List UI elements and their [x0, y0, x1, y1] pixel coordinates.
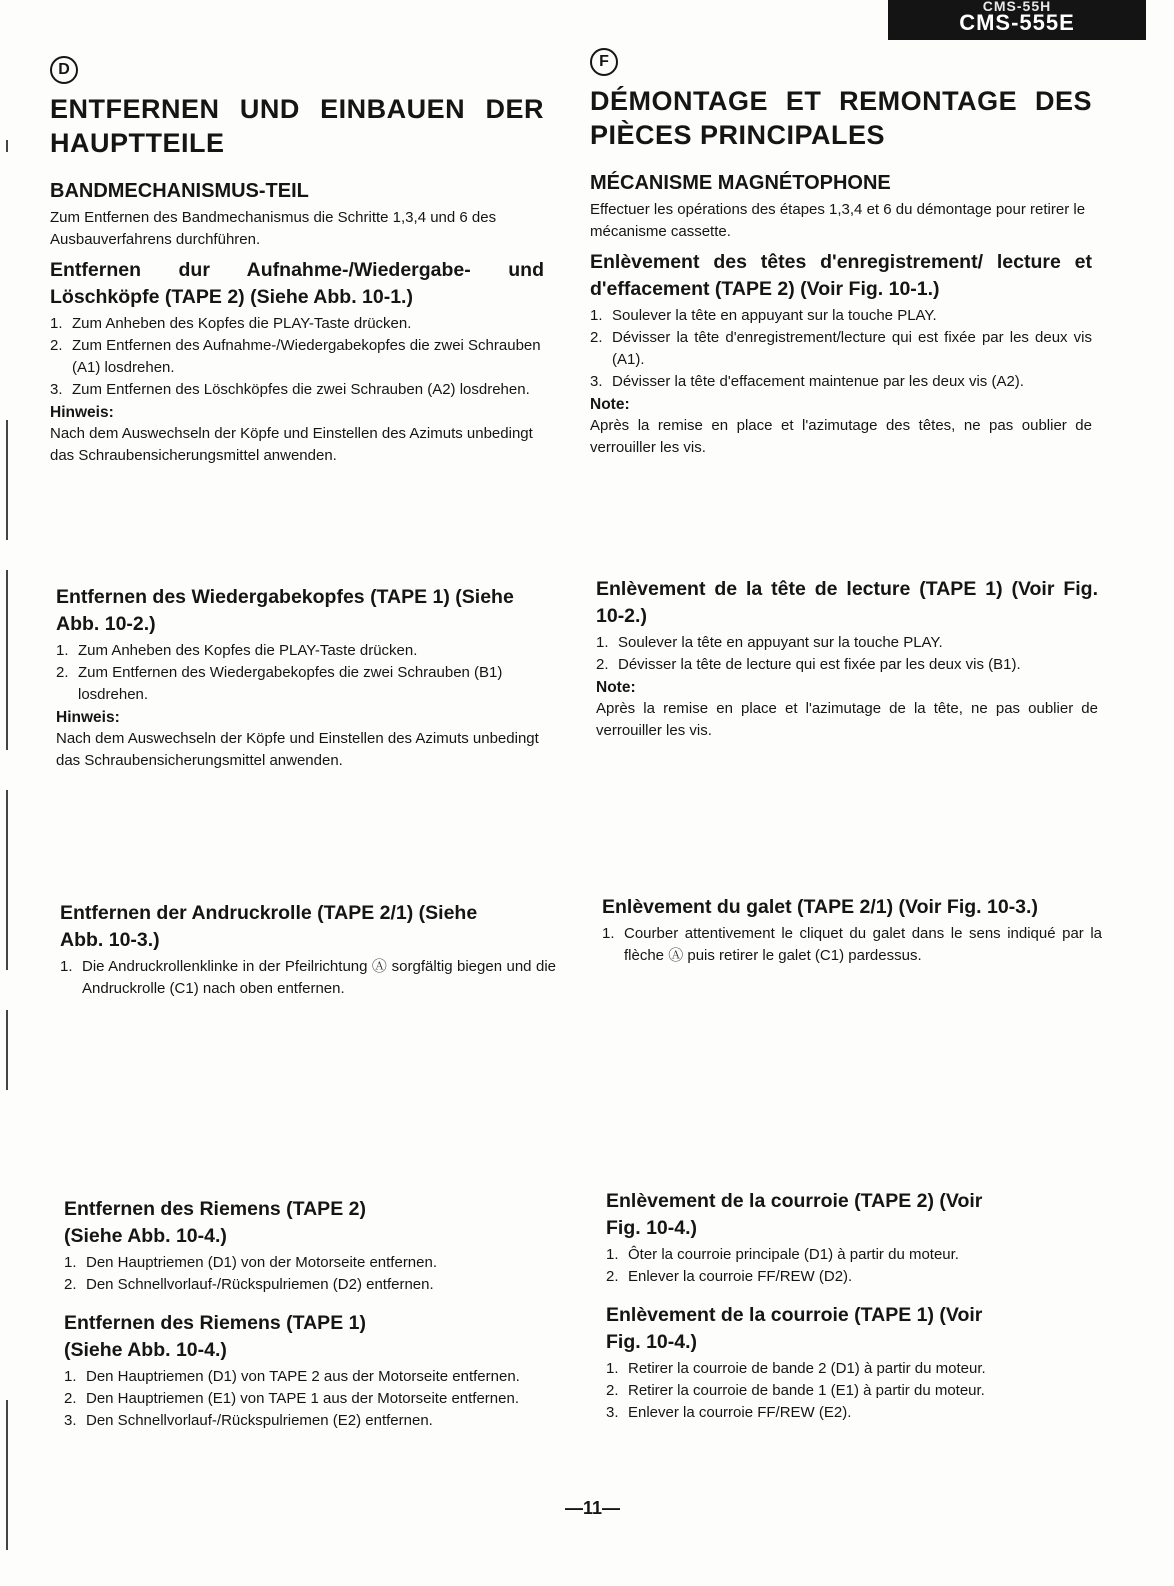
subsection-heading: Entfernen der Andruckrolle (TAPE 2/1) (Siehe Abb. 10-3.) — [60, 902, 478, 951]
list-item: 1. Zum Anheben des Kopfes die PLAY-Taste drücken. — [56, 642, 418, 659]
step-list — [50, 313, 544, 401]
section-heading-fr: MÉCANISME MAGNÉTOPHONE — [590, 172, 891, 194]
list-item: 3. Zum Entfernen des Löschköpfes die zwei Schrauben (A2) losdrehen. — [50, 381, 530, 398]
margin-mark — [6, 570, 8, 750]
subsection-heading: Enlèvement du galet (TAPE 2/1) (Voir Fig. 10-3.) — [602, 896, 1038, 918]
subsection-heading: Enlèvement de la courroie (TAPE 2) (Voir Fig. 10-4.) — [606, 1190, 983, 1239]
list-item: 1. Ôter la courroie principale (D1) à partir du moteur. — [606, 1246, 959, 1263]
german-column-top — [50, 56, 544, 467]
list-item: 3. Enlever la courroie FF/REW (E2). — [606, 1404, 852, 1421]
page-title-fr: DÉMONTAGE ET REMONTAGE DES PIÈCES PRINCIPALES — [590, 86, 1092, 150]
step-list — [606, 1358, 1086, 1424]
intro-text-de: Zum Entfernen des Bandmechanismus die Schritte 1,3,4 und 6 des Ausbauverfahrens durchführen. — [50, 209, 497, 248]
note-text: Nach dem Auswechseln der Köpfe und Einstellen des Azimuts unbedingt das Schraubensicherungsmittel anwenden. — [50, 425, 533, 464]
step-list — [602, 923, 1102, 967]
list-item: 2. Den Schnellvorlauf-/Rückspulriemen (D2) entfernen. — [64, 1276, 434, 1293]
subsection-heading: Entfernen dur Aufnahme-/Wiedergabe- und Löschköpfe (TAPE 2) (Siehe Abb. 10-1.) — [50, 259, 544, 308]
model-badge — [888, 0, 1146, 40]
french-section-pinch-roller — [602, 894, 1102, 967]
german-section-pinch-roller — [60, 900, 556, 1000]
german-section-belts — [64, 1196, 562, 1432]
french-section-belts — [606, 1188, 1086, 1424]
language-marker-fr: F — [590, 48, 618, 76]
list-item: 2. Dévisser la tête de lecture qui est fixée par les deux vis (B1). — [596, 656, 1021, 673]
subsection-heading: Entfernen des Riemens (TAPE 2) (Siehe Abb. 10-4.) — [64, 1198, 366, 1247]
list-item: 2. Enlever la courroie FF/REW (D2). — [606, 1268, 853, 1285]
step-list — [56, 640, 552, 706]
note-label: Note: — [596, 679, 636, 696]
list-item: 1. Retirer la courroie de bande 2 (D1) à partir du moteur. — [606, 1360, 986, 1377]
french-section-tape1-head — [596, 576, 1098, 742]
subsection-heading: Entfernen des Riemens (TAPE 1) (Siehe Abb. 10-4.) — [64, 1312, 366, 1361]
page-number: —11— — [565, 1498, 621, 1518]
list-item: 2. Zum Entfernen des Aufnahme-/Wiedergabekopfes die zwei Schrauben (A1) losdrehen. — [50, 337, 541, 376]
subsection-heading: Enlèvement des têtes d'enregistrement/ lecture et d'effacement (TAPE 2) (Voir Fig. 10-1.) — [590, 251, 1092, 300]
margin-mark — [6, 1400, 8, 1550]
note-text: Après la remise en place et l'azimutage de la tête, ne pas oublier de verrouiller les vis. — [596, 700, 1098, 739]
intro-text-fr: Effectuer les opérations des étapes 1,3,4 et 6 du démontage pour retirer le mécanisme cassette. — [590, 201, 1086, 240]
section-heading-de: BANDMECHANISMUS-TEIL — [50, 180, 309, 202]
margin-mark — [6, 790, 8, 970]
language-marker-de: D — [50, 56, 78, 84]
subsection-heading: Enlèvement de la tête de lecture (TAPE 1) (Voir Fig. 10-2.) — [596, 578, 1098, 627]
note-label: Hinweis: — [50, 404, 114, 421]
list-item: 1. Courber attentivement le cliquet du galet dans le sens indiqué par la flèche Ⓐ puis retirer le galet (C1) pardessus. — [602, 925, 1102, 964]
step-list — [590, 305, 1092, 393]
margin-mark — [6, 140, 8, 152]
list-item: 2. Dévisser la tête d'enregistrement/lecture qui est fixée par les deux vis (A1). — [590, 329, 1092, 368]
note-label: Hinweis: — [56, 709, 120, 726]
step-list — [606, 1244, 1086, 1288]
list-item: 2. Den Hauptriemen (E1) von TAPE 1 aus der Motorseite entfernen. — [64, 1390, 520, 1407]
step-list — [60, 956, 556, 1000]
list-item: 3. Den Schnellvorlauf-/Rückspulriemen (E2) entfernen. — [64, 1412, 433, 1429]
margin-mark — [6, 420, 8, 540]
subsection-heading: Entfernen des Wiedergabekopfes (TAPE 1) (Siehe Abb. 10-2.) — [56, 586, 514, 635]
french-column-top — [590, 48, 1092, 459]
german-section-tape1-head — [56, 584, 552, 772]
list-item: 2. Zum Entfernen des Wiedergabekopfes die zwei Schrauben (B1) losdrehen. — [56, 664, 503, 703]
list-item: 1. Den Hauptriemen (D1) von TAPE 2 aus der Motorseite entfernen. — [64, 1368, 520, 1385]
note-text: Après la remise en place et l'azimutage des têtes, ne pas oublier de verrouiller les vis. — [590, 417, 1092, 456]
list-item: 1. Die Andruckrollenklinke in der Pfeilrichtung Ⓐ sorgfältig biegen und die Andruckrolle (C1) nach oben entfernen. — [60, 958, 556, 997]
model-label: CMS-555E — [959, 10, 1075, 35]
step-list — [596, 632, 1098, 676]
list-item: 1. Zum Anheben des Kopfes die PLAY-Taste drücken. — [50, 315, 412, 332]
page-title-de: ENTFERNEN UND EINBAUEN DER HAUPTTEILE — [50, 94, 544, 158]
step-list — [64, 1366, 562, 1432]
model-top-label: CMS-55H — [982, 0, 1052, 14]
margin-mark — [6, 1010, 8, 1090]
step-list — [64, 1252, 562, 1296]
list-item: 2. Retirer la courroie de bande 1 (E1) à partir du moteur. — [606, 1382, 985, 1399]
list-item: 3. Dévisser la tête d'effacement maintenue par les deux vis (A2). — [590, 373, 1024, 390]
list-item: 1. Soulever la tête en appuyant sur la touche PLAY. — [596, 634, 943, 651]
note-text: Nach dem Auswechseln der Köpfe und Einstellen des Azimuts unbedingt das Schraubensicherungsmittel anwenden. — [56, 730, 539, 769]
list-item: 1. Soulever la tête en appuyant sur la touche PLAY. — [590, 307, 937, 324]
subsection-heading: Enlèvement de la courroie (TAPE 1) (Voir Fig. 10-4.) — [606, 1304, 983, 1353]
note-label: Note: — [590, 396, 630, 413]
list-item: 1. Den Hauptriemen (D1) von der Motorseite entfernen. — [64, 1254, 438, 1271]
